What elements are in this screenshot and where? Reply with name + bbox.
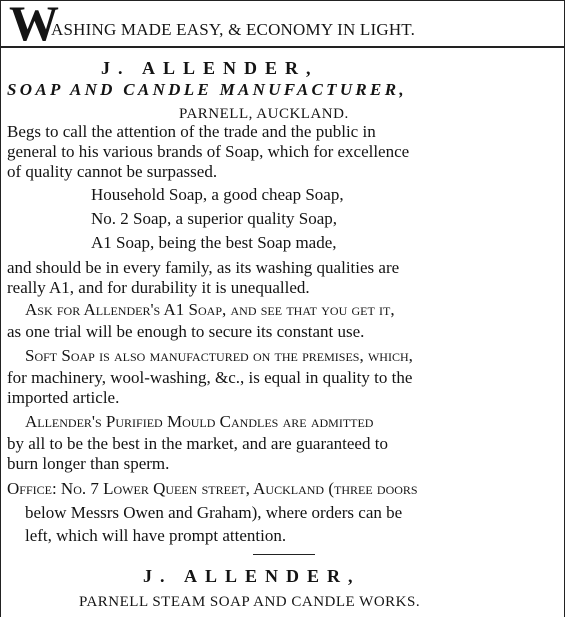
intro-line: general to his various brands of Soap, which for excellence: [7, 142, 410, 161]
intro-line: of quality cannot be surpassed.: [7, 162, 218, 181]
soft-soap-line: for machinery, wool-washing, &c., is equal in quality to the: [7, 368, 413, 387]
candles-line: by all to be the best in the market, and are guaranteed to: [7, 434, 388, 453]
brand-item: A1 Soap, being the best Soap made,: [91, 233, 337, 252]
office-line: Office: No. 7 Lower Queen street, Auckland (three doors: [7, 479, 418, 498]
intro-line: Begs to call the attention of the trade and the public in: [7, 122, 376, 141]
office-line: below Messrs Owen and Graham), where orders can be: [25, 503, 403, 522]
headline-drop-cap: W: [9, 0, 59, 51]
headline-text: ASHING MADE EASY, & ECONOMY IN LIGHT.: [51, 20, 416, 39]
merchant-name: J. ALLENDER,: [101, 58, 319, 78]
candles-line: Allender's Purified Mould Candles are admitted: [25, 412, 374, 431]
merchant-location: PARNELL, AUCKLAND.: [179, 106, 349, 122]
merchant-trade: SOAP AND CANDLE MANUFACTURER,: [7, 80, 407, 99]
headline: [1, 0, 565, 51]
ask-line: as one trial will be enough to secure its constant use.: [7, 322, 365, 341]
footer-works: PARNELL STEAM SOAP AND CANDLE WORKS.: [79, 594, 421, 610]
brand-item: Household Soap, a good cheap Soap,: [91, 185, 344, 204]
brands-after-line: and should be in every family, as its washing qualities are: [7, 258, 400, 277]
office-line: left, which will have prompt attention.: [25, 526, 287, 545]
headline-rule: [1, 46, 565, 48]
footer-name: J. ALLENDER,: [143, 566, 361, 586]
soft-soap-line: imported article.: [7, 388, 120, 407]
brand-item: No. 2 Soap, a superior quality Soap,: [91, 209, 337, 228]
soft-soap-line: Soft Soap is also manufactured on the premises, which,: [25, 346, 413, 365]
candles-line: burn longer than sperm.: [7, 454, 170, 473]
ask-line: Ask for Allender's A1 Soap, and see that you get it,: [25, 300, 395, 319]
footer-divider: [253, 554, 315, 555]
brands-after-line: really A1, and for durability it is unequalled.: [7, 278, 310, 297]
top-rule: [1, 0, 565, 1]
